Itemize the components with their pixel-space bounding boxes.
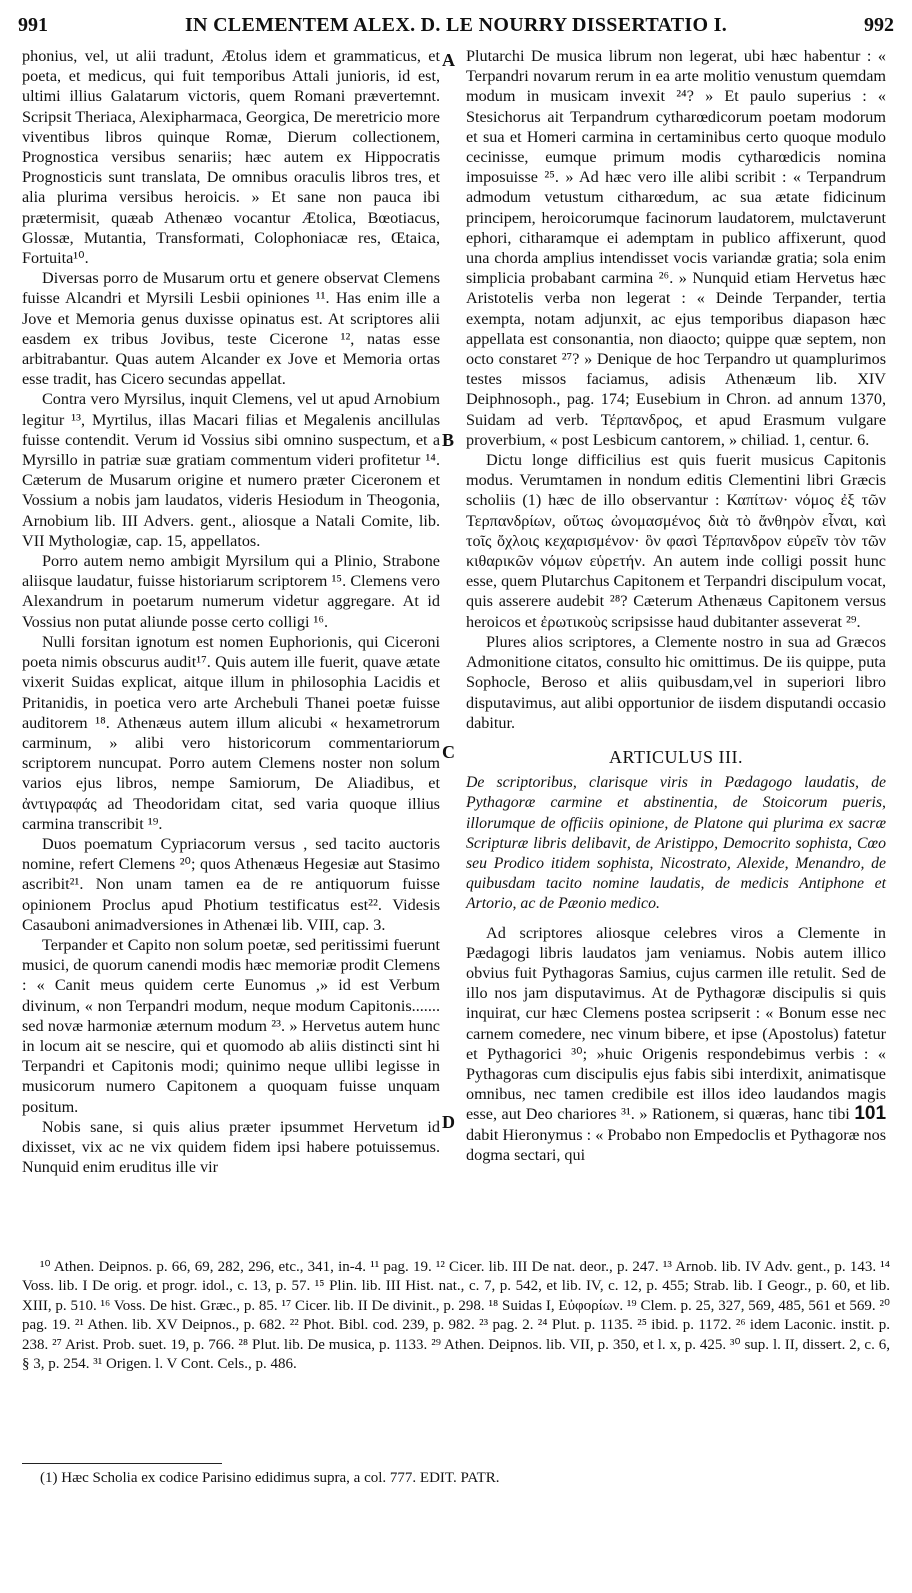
- running-title: IN CLEMENTEM ALEX. D. LE NOURRY DISSERTATIO I.: [184, 14, 728, 36]
- editor-note: (1) Hæc Scholia ex codice Parisino edidimus supra, a col. 777. EDIT. PATR.: [40, 1470, 500, 1486]
- paragraph: Nulli forsitan ignotum est nomen Euphorionis, qui Ciceroni poeta nimis obscurus audit¹⁷. Quis autem ille fuerit, quave ætate vixerit Suidas explicat, aitque illum in philosophia Lacidis et Pritanidis, in poetica vero arte Archebuli Thanei poetæ fuisse auditorem ¹⁸. Athenæus autem illum alicubi « hexametrorum carminum, » alibi vero historicorum commentariorum scriptorem nuncupat. Porro autem Clemens noster non solum varios ejus libros, nempe Samiorum, De Aliadibus, et ἀντιγραφάς ad Theodoridam citat, sed varia quoque illius carmina transcribit ¹⁹.: [22, 632, 440, 833]
- paragraph: Terpander et Capito non solum poetæ, sed peritissimi fuerunt musici, de quorum canendi modis hæc memoriæ prodit Clemens : « Canit meus quidem certe Eunomus ,» id est Verbum divinum, « non Terpandri modum, neque modum Capitonis....... sed novæ harmoniæ æternum modum ²³. » Hervetus autem hunc in locum ait se nescire, qui et quomodo ab aliis distincti sint hi Terpandri et Capitonis modi; quinimo neque ullibi legisse in musicorum numero Capitonem a quoquam fuisse unquam positum.: [22, 935, 440, 1116]
- margin-letter-d: D: [442, 1112, 455, 1132]
- paragraph: Dictu longe difficilius est quis fuerit musicus Capitonis modus. Verumtamen in nondum editis Clementini libri Græcis scholiis (1) hæc de illo observantur : Καπίτων· νόμος ἐξ τῶν Τερπανδρίων, οὕτως ὠνομασμένος διὰ τὸ ἄνθηρὸν εἶναι, καὶ τοῖς ὄχλοις κεχαρισμένον· ὃν φασὶ Τέρπανδρον εὑρεῖν τὸν τῶν κιθαρικῶν νόμων εὑρετήν. An autem inde colligi possit hunc esse, quem Plutarchus Capitonem et Terpandri discipulum vocat, quis asserere audebit ²⁸? Cæterum Athenæus Capitonem versus heroicos et ἐρωτικοὺς scripsisse haud dubitanter asseverat ²⁹.: [466, 451, 886, 631]
- article-paragraph: [466, 923, 886, 1165]
- margin-letter-a: A: [442, 50, 455, 70]
- page-number-left: 991: [18, 14, 48, 36]
- running-head: [18, 14, 894, 40]
- paragraph: Diversas porro de Musarum ortu et genere observat Clemens fuisse Alcandri et Myrsili Lesbii opiniones ¹¹. Has enim ille a Jove et Memoria genus duxisse opinatus est. At scriptores alii easdem ex tribus Jovibus, teste Cicerone ¹², natas esse arbitrabantur. Quas autem Alcander ex Jove et Memoria ortas esse tradit, has Cicero secundas appellat.: [22, 269, 440, 389]
- paragraph: Porro autem nemo ambigit Myrsilum qui a Plinio, Strabone aliisque laudatur, fuisse historiarum scriptorem ¹⁵. Clemens vero Alexandrum in poetarum numerum videtur aggregare. At id Vossius non putat aliunde posse certo colligi ¹⁶.: [22, 552, 440, 631]
- article-summary: De scriptoribus, clarisque viris in Pædagogo laudatis, de Pythagoræ carmine et abstinentia, de Stoicorum pueris, illorumque de officiis opinione, de Platone qui plurima ex sacræ Scripturæ libris delibavit, de Aristippo, Democrito sophista, Cœo seu Prodico itidem sophista, Nicostrato, Alexide, Menandro, de quibusdam tacito nomine laudatis, de medicis Antiphone et Artorio, ac de Pæonio medico.: [466, 774, 886, 913]
- page-number-right: 992: [864, 14, 894, 36]
- paragraph: Plures alios scriptores, a Clemente nostro in sua ad Græcos Admonitione citatos, consulto hic omittimus. De iis quippe, puta Sophocle, Beroso et aliis quibusdam,vel in superiori libro disputavimus, aut alibi opportunior de iisdem disputandi occasio dabitur.: [466, 632, 886, 732]
- article-heading: ARTICULUS III.: [609, 746, 743, 767]
- article-text: Ad scriptores aliosque celebres viros a Clemente in Pædagogi libris laudatos jam veniamus. Nobis autem illico obvius fuit Pythagoras Samius, cujus carmen ille retulit. Sed de illo nos jam disputavimus. At de Pythagoræ discipulis si quis inquirat, cur hæc Clemens postea scripserit : « Bonum esse nec carnem comedere, nec vinum bibere, et ipse (Apostolus) fatetur et Pythagorici ³⁰; »huic Origenis respondebimus verbis : « Pythagoras cum discipulis ejus fabis sibi interdixit, animatisque omnibus, nec tamen credibile est illos ideo laudandos magis esse, aut Deo chariores ³¹. » Rationem, si quæras, hanc tibi: [466, 923, 886, 1124]
- left-column: [22, 46, 440, 1177]
- footnote-text: ¹⁰ Athen. Deipnos. p. 66, 69, 282, 296, etc., 341, in-4. ¹¹ pag. 19. ¹² Cicer. lib. III De nat. deor., p. 247. ¹³ Arnob. lib. IV Adv. gent., p. 143. ¹⁴ Voss. lib. I De orig. et progr. idol., c. 13, p. 57. ¹⁵ Plin. lib. III Hist. nat., c. 7, p. 542, et lib. IV, c. 12, p. 455; Strab. lib. I Geogr., p. 60, et lib. XIII, p. 510. ¹⁶ Voss. De hist. Græc., p. 85. ¹⁷ Cicer. lib. II De divinit., p. 298. ¹⁸ Suidas I, Εὐφορίων. ¹⁹ Clem. p. 25, 327, 569, 485, 561 et 569. ²⁰ pag. 19. ²¹ Athen. lib. XV Deipnos., p. 682. ²² Phot. Bibl. cod. 239, p. 982. ²³ pag. 2. ²⁴ Plut. p. 1135. ²⁵ ibid. p. 1172. ²⁶ idem Laconic. instit. p. 238. ²⁷ Arist. Prob. suet. 19, p. 766. ²⁸ Plut. lib. De musica, p. 1133. ²⁹ Athen. Deipnos. lib. VII, p. 350, et l. x, p. 425. ³⁰ sup. l. II, dissert. 2, c. 6, § 3, p. 254. ³¹ Origen. l. V Cont. Cels., p. 486.: [22, 1259, 890, 1373]
- margin-letter-b: B: [442, 430, 455, 450]
- paragraph: Contra vero Myrsilus, inquit Clemens, vel ut apud Arnobium legitur ¹³, Myrtilus, illas Macari filias et Megalenis ancillulas fuisse contendit. Verum id Vossius sibi omnino suspectum, et a Myrsillo in patriæ suæ gratiam commentum videri profitetur ¹⁴. Cæterum de Musarum origine et numero præter Ciceronem et Vossium a nobis jam laudatos, videris Hesiodum in Theogonia, Arnobium lib. III Advers. gent., aliosque a Natali Comite, lib. VII Mythologiæ, cap. 15, appellatos.: [22, 390, 440, 550]
- footnotes: [22, 1258, 890, 1374]
- signature-mark: 101: [854, 1103, 887, 1125]
- paragraph: Duos poematum Cypriacorum versus , sed tacito auctoris nomine, refert Clemens ²⁰; quos Athenæus Hegesiæ aut Stasimo ascribit²¹. Non unam tamen ea de re antiquorum fuisse opinionem Proclus apud Photium testificatus est²². Videsis Casauboni animadversiones in Athenæi lib. VIII, cap. 3.: [22, 834, 440, 934]
- article-text-continued: dabit Hieronymus : « Probabo non Empedoclis et Pythagoræ nos dogma sectari, qui: [466, 1125, 886, 1164]
- margin-letter-c: C: [442, 742, 455, 762]
- paragraph: Plutarchi De musica librum non legerat, ubi hæc habentur : « Terpandri novarum rerum in ea arte molitio venustum quemdam modum in musicam invexit ²⁴? » Et paulo superius : « Stesichorus ait Terpandrum cytharœdicorum poetam modorum et sua et Homeri carmina in certaminibus certo quoque modulo cecinisse, eumque primum modis cytharœdicis nomina imposuisse ²⁵. » Ad hæc vero ille alibi scribit : « Terpandrum admodum vetustum citharœdum, ac sua ætate fidicinum principem, heroicorumque facinorum laudatorem, mulctaverunt ephori, citharamque ei ademptam in publico affixerunt, quod una chorda amplius intendisset vocis variandæ gratia; sola enim simplicia probabant carmina ²⁶. » Nunquid etiam Hervetus hæc Aristotelis verba non legerat : « Deinde Terpander, tertia exempta, notam adjunxit, ac ejus temporibus diapason hæc appellata est consonantia, non diaocto; quippe quæ septem, non octo constaret ²⁷? » Denique de hoc Terpandro ut quamplurimos testes missos faciamus, adisis Athenæum lib. XIV Deiphnosoph., pag. 174; Eusebium in Chron. ad annum 1370, Suidam ad verb. Τέρπανδρος, et apud Erasmum vulgare proverbium, « post Lesbicum cantorem, » chiliad. 1, centur. 6.: [466, 47, 886, 449]
- footnote-rule: [22, 1463, 222, 1464]
- paragraph: Nobis sane, si quis alius præter ipsummet Hervetum id dixisset, vix ac ne vix quidem fidem ipsi habere potuissemus. Nunquid enim eruditus ille vir: [22, 1117, 440, 1177]
- paragraph: phonius, vel, ut alii tradunt, Ætolus idem et grammaticus, et poeta, et medicus, qui fuit temporibus Attali junioris, id est, ultimi illius Galatarum victoris, quem Romani prævertemnt. Scripsit Theriaca, Alexipharmaca, Georgica, De meretricio more viventibus libros quinque Romæ, Dierum collectionem, Prognostica versibus senariis; hæc autem ex Hippocratis Prognosticis sunt translata, De omnibus oraculis libros tres, et alia plurima versibus heroicis. » Et sane non pauca ibi prætermisit, quæab Athenæo vocantur Ætolica, Bœotiacus, Glossæ, Mutantia, Transformati, Colophoniacæ res, Œtaica, Fortuita¹⁰.: [22, 47, 440, 268]
- right-column: [466, 46, 886, 1165]
